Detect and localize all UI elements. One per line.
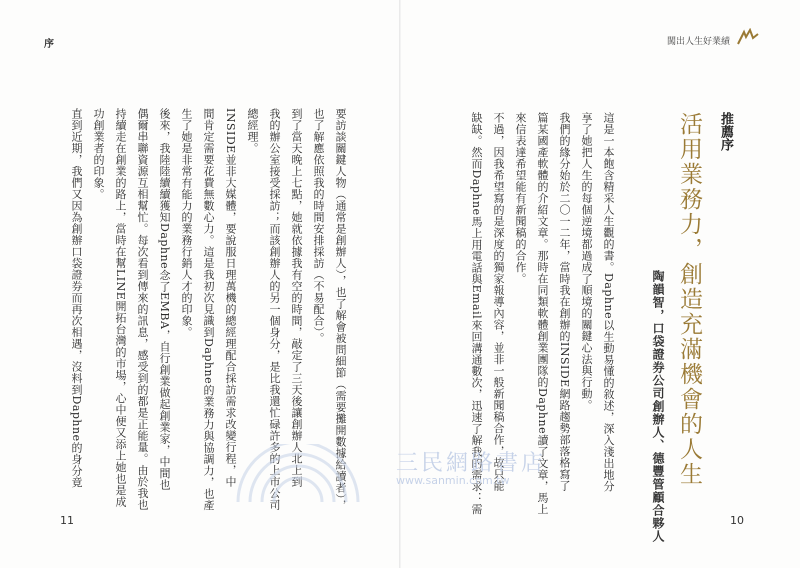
left-column: 功創業者的印象。 — [92, 108, 106, 200]
right-running-header: 闖出人生好業績 — [666, 37, 730, 47]
left-column: 到了當天晚上七點，她就依據我有空的時間，敲定了三天後讓創辦人北上到 — [290, 108, 304, 488]
preface-author: 陶韻智，口袋證券公司創辦人、德豐管顧合夥人 — [651, 270, 665, 543]
right-column: 缺缺。然而Daphne馬上用電話與Email來回溝通數次，迅速了解我的需求：需 — [470, 112, 484, 515]
preface-label: 推薦序 — [718, 112, 733, 151]
left-column: 要訪談關鍵人物（通常是創辦人），也了解會被問細節（需要攤開數據給讀者）， — [334, 108, 348, 511]
left-column: 也了解應依照我的時間安排採訪（不易配合）。 — [312, 108, 326, 344]
left-column: 生了她是非常有能力的業務行銷人才的印象。 — [180, 108, 194, 338]
left-column: 間肯定需要花費無數心力。這是我初次見識到Daphne的業務力與協調力，也產 — [202, 108, 216, 511]
right-column: 這是一本飽含精采人生觀的書。Daphne以生動易懂的敘述，深入淺出地分 — [602, 112, 616, 492]
left-column: 直到近期，我們又因為創辦口袋證券而再次相遇，沒料到Daphne的身分竟 — [70, 108, 84, 488]
left-column: 持續走在創業的路上，當時在幫LINE開拓台灣的市場，心中便又添上她也是成 — [114, 108, 128, 508]
watermark-name: 三民網路書店 — [396, 451, 547, 476]
preface-title: 活用業務力，創造充滿機會的人生 — [676, 112, 702, 487]
right-column: 我們的緣分始於二〇一二年，當時我在創辦的INSIDE網路趨勢部落格寫了 — [558, 112, 572, 492]
right-column: 享了她把人生的每個逆境都過成了順境的關鍵心法與行動。 — [580, 112, 594, 411]
left-column: 後來，我陸陸續續獲知Daphne念了EMBA，自行創業做起創業家，中間也 — [158, 108, 172, 491]
left-column: 總經理。 — [246, 108, 260, 154]
left-running-header: 序 — [44, 39, 54, 50]
right-column: 來信表達希望能有新聞稿的合作。 — [514, 112, 528, 285]
right-column: 不過，因我希望寫的是深度的獨家報導內容，並非一般新聞稿合作，故只能 — [492, 112, 506, 492]
right-page-number: 10 — [730, 514, 744, 527]
left-column: INSIDE並非大媒體，要說服日理萬機的總經理配合採訪需求改變行程，中 — [224, 108, 238, 488]
left-column: 我的辦公室接受採訪；而該創辦人的另一個身分，是比我還忙碌許多的上市公司 — [268, 108, 282, 511]
left-page-number: 11 — [60, 514, 74, 527]
left-column: 偶爾串聯資源互相幫忙。每次看到傳來的訊息，感受到的都是正能量。由於我也 — [136, 108, 150, 511]
watermark-url: www.sanmin.com.tw — [396, 474, 510, 487]
right-column: 篇某國產軟體的介紹文章。那時在同類軟體創業團隊的Daphne讀了文章，馬上 — [536, 112, 550, 515]
book-logo-icon — [736, 28, 760, 46]
